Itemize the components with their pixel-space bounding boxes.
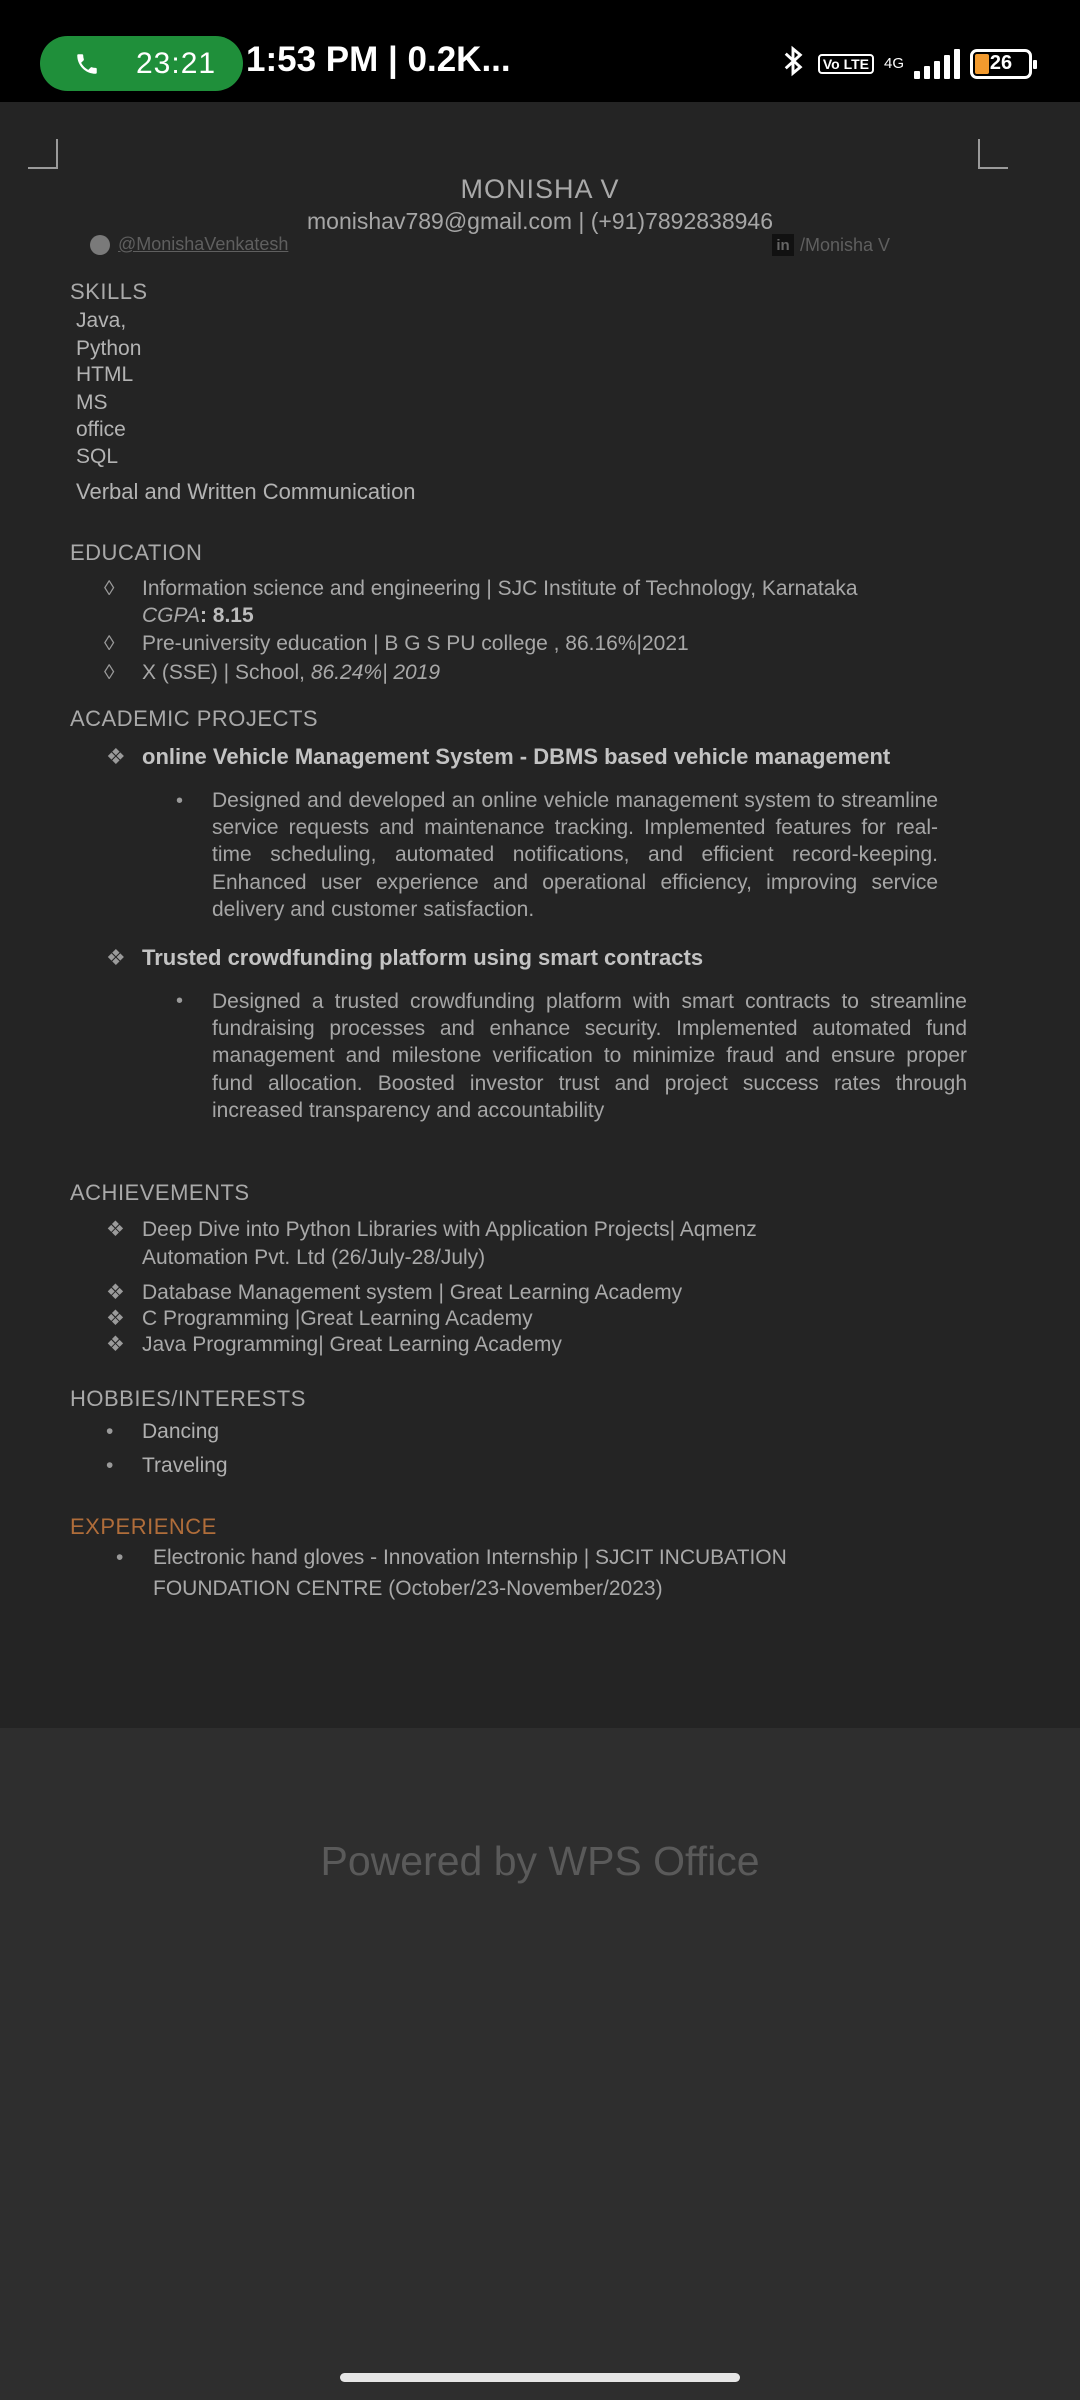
- bullet: •: [176, 990, 184, 1012]
- skill-item: Verbal and Written Communication: [76, 479, 416, 504]
- linkedin-handle: /Monisha V: [800, 234, 891, 255]
- battery-level: 26: [989, 52, 1013, 74]
- hobbies-heading: HOBBIES/INTERESTS: [70, 1386, 306, 1411]
- project-description: Designed a trusted crowdfunding platform with smart contracts to streamline fundraising processes and enhance security. Implemented automated fund management and milestone verification to minimize fraud and ensure proper fund allocation. Boosted investor trust and project success rates through increased transparency and accountability: [212, 990, 967, 1122]
- status-bar: [0, 0, 1080, 102]
- battery-icon: [970, 49, 1032, 79]
- resume-name: MONISHA V: [460, 174, 620, 204]
- bullet: •: [176, 790, 184, 812]
- call-duration: 23:21: [136, 46, 217, 80]
- skill-item: office: [76, 418, 126, 441]
- ongoing-call-pill[interactable]: [40, 36, 243, 91]
- skill-item: Python: [76, 337, 142, 360]
- bluetooth-icon: [778, 44, 808, 83]
- github-link[interactable]: [90, 234, 288, 255]
- skill-item: MS: [76, 391, 108, 414]
- page-corner-mark: [28, 139, 58, 169]
- contact-line: monishav789@gmail.com | (+91)7892838946: [307, 208, 773, 234]
- skill-item: HTML: [76, 363, 134, 386]
- projects-heading: ACADEMIC PROJECTS: [70, 706, 319, 731]
- powered-by-label: Powered by WPS Office: [320, 1838, 760, 1884]
- status-text: 1:53 PM | 0.2K...: [246, 40, 511, 79]
- document-page[interactable]: MONISHA V monishav789@gmail.com | (+91)7892838946 @MonishaVenkatesh in /Monisha V SKILLS Java, Python HTML MS office SQL Verbal and Written Communication EDUCATION ◊ Information science and engineering | SJC Institute of Technology, Karnataka CGPA: 8.15 ◊ Pre-university education | B G S PU college , 86.16%|2021 ◊ X (SSE) | School, 86.24%| 2019 ACADEMIC PROJECTS ❖ online Vehicle Management System - DBMS based vehicle management • Designed and developed an online vehicle management system to streamline service requests and maintenance tracking. Implemented features for real- time scheduling, automated notifications, and efficient record-keeping. Enhanced user experience and operational efficiency, improving service delivery and customer satisfaction. ❖ Trusted crowdfunding platform using smart contracts • Designed a trusted crowdfunding platform with smart contracts to streamline fundraising processes and enhance security. Implemented automated fund management and milestone verification to minimize fraud and ensure proper fund allocation. Boosted investor trust and project success rates through increased transparency and accountability ACHIEVEMENTS ❖ Deep Dive into Python Libraries with Application Projects| Aqmenz Automation Pvt. Ltd (26/July-28/July) ❖ Database Management system | Great Learning Academy ❖ C Programming |Great Learning Academy ❖ Java Programming| Great Learning Academy HOBBIES/INTERESTS • Dancing • Traveling EXPERIENCE • Electronic hand gloves - Innovation Internship | SJCIT INCUBATION FOUNDATION CENTRE (October/23-November/2023): [0, 102, 1080, 1728]
- skill-item: SQL: [76, 445, 119, 468]
- network-type: 4G: [883, 55, 904, 72]
- phone-icon: [74, 51, 124, 77]
- experience-heading: EXPERIENCE: [70, 1514, 217, 1539]
- home-indicator[interactable]: [340, 2373, 740, 2382]
- project-description: Designed and developed an online vehicle management system to streamline service requests and maintenance tracking. Implemented features for real- time scheduling, automated notifications, and efficient record-keeping. Enhanced user experience and operational efficiency, improving service delivery and customer satisfaction.: [212, 789, 938, 921]
- skills-heading: SKILLS: [70, 279, 148, 304]
- signal-icon: [914, 49, 960, 79]
- page-corner-mark: [978, 139, 1008, 169]
- achievements-heading: ACHIEVEMENTS: [70, 1180, 250, 1205]
- status-icons: [778, 44, 1032, 83]
- github-icon: [90, 235, 110, 255]
- linkedin-link[interactable]: [772, 234, 890, 256]
- education-heading: EDUCATION: [70, 540, 203, 565]
- github-handle: @MonishaVenkatesh: [118, 234, 289, 254]
- linkedin-icon: in: [772, 234, 794, 256]
- volte-icon: Vo LTE: [818, 54, 874, 74]
- skill-item: Java,: [76, 309, 127, 332]
